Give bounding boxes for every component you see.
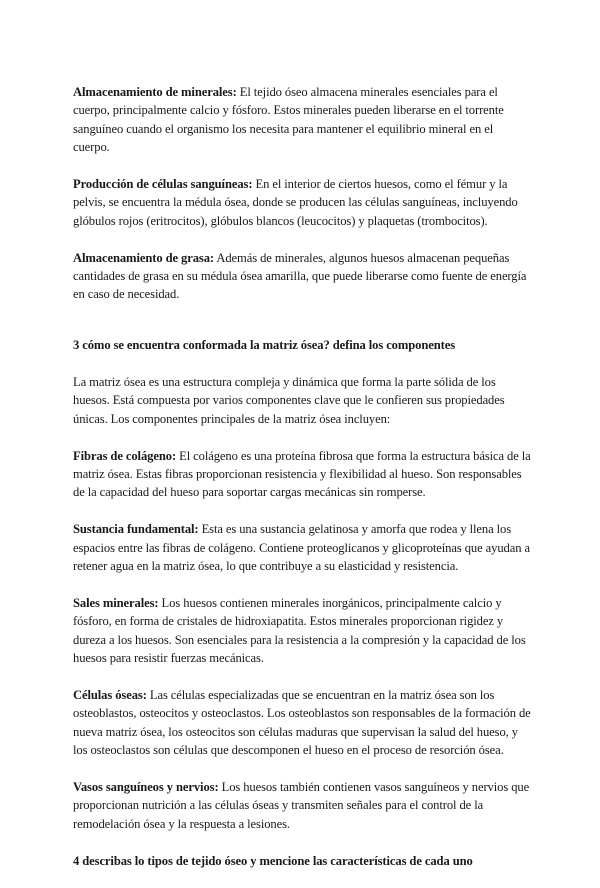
term-description: Los huesos contienen minerales inorgánicos, principalmente calcio y fósforo, en forma de cristales de hidroxiapatita. Estos minerales proporcionan rigidez y dureza a los huesos. Son esenciales para la resistencia a la compresión y la capacidad de los huesos para resistir fuerzas mecánicas.: [73, 595, 526, 666]
term-description: El colágeno es una proteína fibrosa que forma la estructura básica de la matriz ósea. Estas fibras proporcionan resistencia y flexibilidad al hueso. Son responsables de la capacidad del hueso para soportar cargas mecánicas sin romperse.: [73, 448, 531, 500]
paragraph-intro: La matriz ósea es una estructura compleja y dinámica que forma la parte sólida de los huesos. Está compuesta por varios componentes clave que le confieren sus propiedades únicas. Los componentes principales de la matriz ósea incluyen:: [73, 375, 505, 426]
term-description: En el interior de ciertos huesos, como el fémur y la pelvis, se encuentra la médula ósea, donde se producen las células sanguíneas, incluyendo glóbulos rojos (eritrocitos), glóbulos blancos (leucocitos) y plaquetas (trombocitos).: [73, 177, 518, 228]
term-label: Almacenamiento de grasa:: [73, 250, 215, 265]
paragraph-mineral-salts: [73, 594, 531, 668]
term-label: Sales minerales:: [73, 595, 159, 610]
term-label: Células óseas:: [73, 687, 147, 702]
term-label: Producción de células sanguíneas:: [73, 177, 253, 192]
term-label: Sustancia fundamental:: [73, 522, 199, 537]
section-heading-4: 4 describas lo tipos de tejido óseo y mencione las características de cada uno: [73, 853, 473, 868]
term-description: El tejido óseo almacena minerales esenciales para el cuerpo, principalmente calcio y fósforo. Estos minerales pueden liberarse en el torrente sanguíneo cuando el organismo los necesita para mantener el equilibrio mineral en el cuerpo.: [73, 85, 504, 155]
paragraph-mineral-storage: [73, 83, 531, 157]
term-description: Esta es una sustancia gelatinosa y amorfa que rodea y llena los espacios entre las fibras de colágeno. Contiene proteoglicanos y glicoproteínas que ayudan a retener agua en la matriz ósea, lo que contribuye a su elasticidad y resistencia.: [73, 522, 530, 574]
term-label: Almacenamiento de minerales:: [73, 85, 237, 99]
term-description: Los huesos también contienen vasos sanguíneos y nervios que proporcionan nutrición a las células óseas y transmiten señales para el control de la remodelación ósea y la respuesta a lesiones.: [73, 779, 530, 831]
term-label: Fibras de colágeno:: [73, 448, 177, 463]
spacer: [73, 322, 531, 336]
term-description: Además de minerales, algunos huesos almacenan pequeñas cantidades de grasa en su médula ósea amarilla, que puede liberarse como fuente de energía en caso de necesidad.: [73, 250, 527, 302]
paragraph-vessels-nerves: [73, 778, 531, 833]
paragraph-ground-substance: [73, 520, 531, 575]
paragraph-collagen-fibers: [73, 447, 531, 502]
term-label: Vasos sanguíneos y nervios:: [73, 779, 219, 794]
paragraph-fat-storage: [73, 249, 531, 304]
document-body: [73, 83, 531, 888]
section-heading-3: 3 cómo se encuentra conformada la matriz ósea? defina los componentes: [73, 338, 456, 353]
paragraph-blood-cell-production: [73, 175, 531, 230]
paragraph-bone-cells: [73, 686, 531, 760]
term-description: Las células especializadas que se encuentran en la matriz ósea son los osteoblastos, osteocitos y osteoclastos. Los osteoblastos son responsables de la formación de nueva matriz ósea, los osteocitos son células maduras que supervisan la salud del hueso, y los osteoclastos son células que descomponen el hueso en el proceso de resorción ósea.: [73, 687, 531, 758]
